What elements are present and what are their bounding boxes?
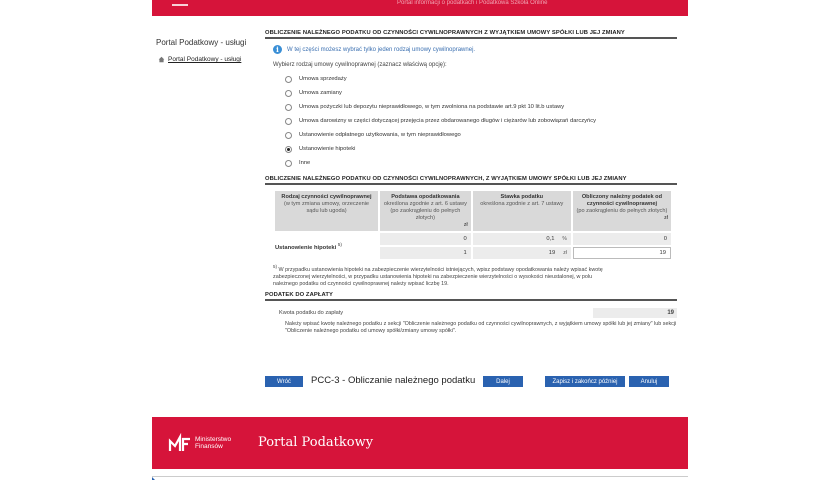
section-heading-contract: OBLICZENIE NALEŻNEGO PODATKU OD CZYNNOŚCI CYWILNOPRAWNYCH Z WYJĄTKIEM UMOWY SPÓŁKI LUB JEJ ZMIANY (265, 30, 677, 39)
radio-label: Umowa sprzedaży (299, 76, 347, 82)
radio-option-other[interactable] (285, 156, 677, 170)
banner-text: Portal informacji o podatkach i Podatkowa Szkoła Online (397, 0, 548, 6)
form-title: PCC-3 - Obliczanie należnego podatku (311, 375, 476, 386)
save-later-button[interactable]: Zapisz i zakończ później (545, 376, 625, 387)
section-heading-payment: PODATEK DO ZAPŁATY (265, 292, 677, 301)
amount-row (279, 308, 677, 318)
radio-label: Umowa darowizny w części dotyczącej przejęcia przez obdarowanego długów i ciężarów lub zobowiązań darczyńcy (299, 118, 597, 124)
choose-contract-label: Wybierz rodzaj umowy cywilnoprawnej (zaznacz właściwą opcję): (273, 62, 447, 68)
amount-value: 19 (593, 308, 677, 318)
column-header-tax: Obliczony należny podatek od czynności cywilnoprawnej (po zaokrągleniu do pełnych złotych) zł (573, 191, 671, 231)
base-value-1: 0 (380, 233, 471, 245)
column-header-rate: Stawka podatku określona zgodnie z art. 7 ustawy (473, 191, 571, 231)
rate-value-2: 19 zł (473, 247, 571, 259)
footnote: $^{5)}$ W przypadku ustanowienia hipoteki na zabezpieczenie wierzytelności istniejących, wpisz podstawy opodatkowania należy wpisać kwotę zabezpieczonej wierzytelności, w przypadku ustanowienia hipoteki na zabezpieczenie wierzytelności o wysokości nieustalonej, w polu należnego podatku od czynności cywilnoprawnej należy wpisać liczbę 19. (273, 264, 603, 288)
radio-button[interactable] (285, 90, 292, 97)
radio-option-sale[interactable] (285, 72, 677, 86)
footer-portal-name: Portal Podatkowy (258, 435, 374, 450)
column-header-type: Rodzaj czynności cywilnoprawnej (w tym zmiana umowy, orzeczenie sądu lub ugoda) (275, 191, 378, 231)
main-content (265, 30, 677, 335)
contract-radio-list (285, 72, 677, 170)
radio-label: Ustanowienie odpłatnego użytkowania, w tym nieprawidłowego (299, 132, 461, 138)
info-row (273, 45, 677, 54)
column-header-base: Podstawa opodatkowania określona zgodnie z art. 6 ustawy (po zaokrągleniu do pełnych złotych) zł (380, 191, 471, 231)
back-button[interactable]: Wróć (265, 376, 303, 387)
ministry-name: Ministerstwo Finansów (195, 435, 232, 450)
bottom-strip (152, 476, 688, 480)
radio-option-exchange[interactable] (285, 86, 677, 100)
radio-option-loan[interactable] (285, 100, 677, 114)
footer (152, 417, 688, 469)
sidebar-title: Portal Podatkowy - usługi (156, 38, 247, 47)
radio-label: Umowa pożyczki lub depozytu nieprawidłowego, w tym zwolniona na podstawie art.9 pkt 10 lit.b ustawy (299, 104, 565, 110)
info-icon: i (273, 45, 282, 54)
form-action-bar (265, 376, 677, 388)
radio-button[interactable] (285, 104, 292, 111)
radio-option-mortgage[interactable] (285, 142, 677, 156)
base-value-2: 1 (380, 247, 471, 259)
radio-button[interactable] (285, 160, 292, 167)
radio-label: Inne (299, 160, 311, 166)
radio-option-donation[interactable] (285, 114, 677, 128)
amount-note: Należy wpisać kwotę należnego podatku z sekcji "Obliczenie należnego podatku od czynności cywilnoprawnych, z wyjątkiem umowy spółki lub jej zmiany" lub sekcji "Obliczenie należnego podatku od umowy spółki/zmiany umowy spółki". (285, 321, 677, 335)
top-banner (152, 0, 688, 16)
info-text: W tej części możesz wybrać tylko jeden rodzaj umowy cywilnoprawnej. (287, 46, 476, 53)
ministry-logo[interactable] (168, 433, 231, 453)
tax-calculation-table (273, 189, 673, 261)
next-button[interactable]: Dalej (483, 376, 523, 387)
sidebar-link-label: Portal Podatkowy - usługi (168, 56, 242, 63)
tax-value-1: 0 (573, 233, 671, 245)
cancel-button[interactable]: Anuluj (629, 376, 669, 387)
amount-label: Kwota podatku do zapłaty (279, 310, 344, 317)
ministry-emblem-icon (168, 433, 192, 453)
radio-button[interactable] (285, 132, 292, 139)
home-icon (158, 56, 165, 63)
radio-button[interactable] (285, 76, 292, 83)
radio-button-selected[interactable] (285, 146, 292, 153)
radio-label: Ustanowienie hipoteki (299, 146, 356, 152)
sidebar-link-portal[interactable] (158, 56, 241, 63)
radio-label: Umowa zamiany (299, 90, 342, 96)
radio-button[interactable] (285, 118, 292, 125)
radio-option-usufruct[interactable] (285, 128, 677, 142)
table-row (275, 233, 671, 245)
rate-value-1: 0,1 % (473, 233, 571, 245)
row-label-mortgage: Ustanowienie hipoteki $^{5)}$ (275, 241, 342, 251)
tax-input-2[interactable]: 19 (573, 247, 671, 259)
header-logo-icon (172, 0, 188, 6)
section-heading-calculation: OBLICZENIE NALEŻNEGO PODATKU OD CZYNNOŚCI CYWILNOPRAWNYCH, Z WYJĄTKIEM UMOWY SPÓŁKI LUB JEJ ZMIANY (265, 176, 677, 185)
